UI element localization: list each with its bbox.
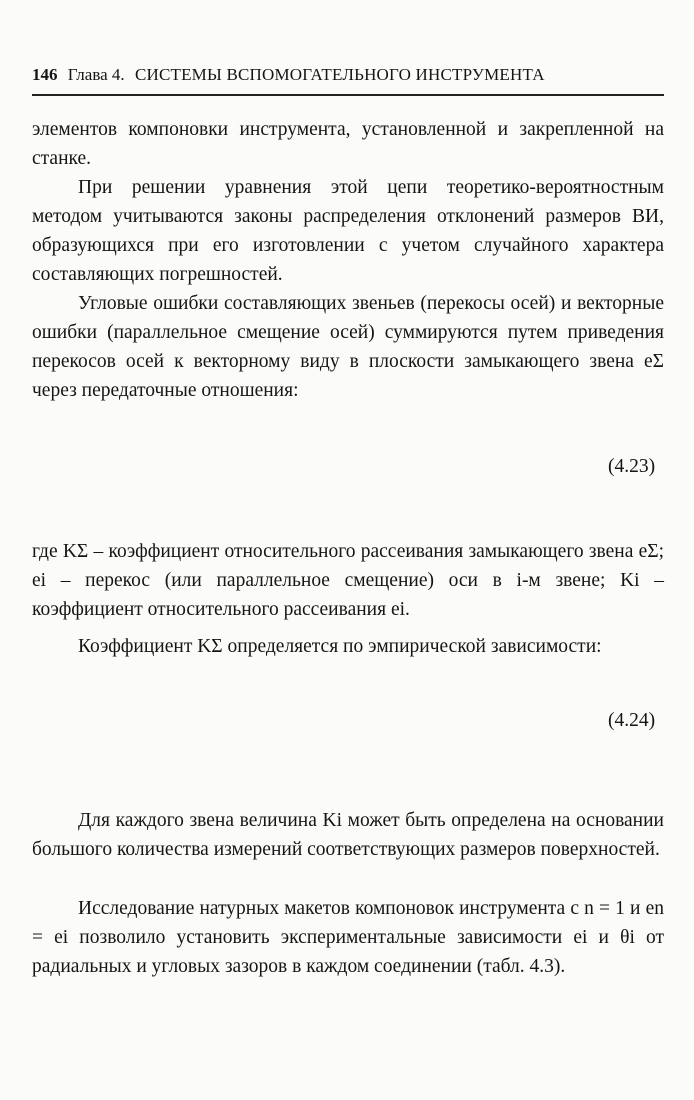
chapter-label: Глава 4. — [67, 65, 125, 84]
paragraph-research: Исследование натурных макетов компоновок инструмента с n = 1 и en = ei позволило установить экспериментальные зависимости ei и θi от радиальных и угловых зазоров в каждом соединении (табл. 4.3). — [32, 898, 664, 977]
chapter-title: СИСТЕМЫ ВСПОМОГАТЕЛЬНОГО ИНСТРУМЕНТА — [134, 65, 545, 84]
paragraph-coefficient: Коэффициент KΣ определяется по эмпирической зависимости: — [78, 636, 602, 657]
paragraph-continuation: элементов компоновки инструмента, установленной и закрепленной на станке. — [32, 119, 664, 169]
equation-number-4-23: (4.23) — [608, 456, 656, 477]
paragraph-angular-errors: Угловые ошибки составляющих звеньев (перекосы осей) и векторные ошибки (параллельное смещение осей) суммируются путем приведения перекосов осей к векторному виду в плоскости замыкающего звена eΣ через передаточные отношения: — [32, 293, 664, 401]
paragraph-probabilistic-method: При решении уравнения этой цепи теоретико-вероятностным методом учитываются законы распределения отклонений размеров ВИ, образующихся при его изготовлении с учетом случайного характера составляющих погрешностей. — [32, 177, 664, 285]
paragraph-each-link: Для каждого звена величина Ki может быть определена на основании большого количества измерений соответствующих размеров поверхностей. — [32, 810, 664, 860]
page-number: 146 — [32, 65, 58, 84]
header-rule — [32, 94, 664, 96]
formula-4-23 — [260, 424, 490, 506]
running-header — [32, 60, 662, 90]
equation-number-4-24: (4.24) — [608, 710, 656, 731]
formula-4-24 — [212, 680, 538, 780]
paragraph-definitions: где KΣ – коэффициент относительного рассеивания замыкающего звена eΣ; ei – перекос (или параллельное смещение) оси в i-м звене; Ki – коэффициент относительного рассеивания ei. — [32, 541, 664, 620]
